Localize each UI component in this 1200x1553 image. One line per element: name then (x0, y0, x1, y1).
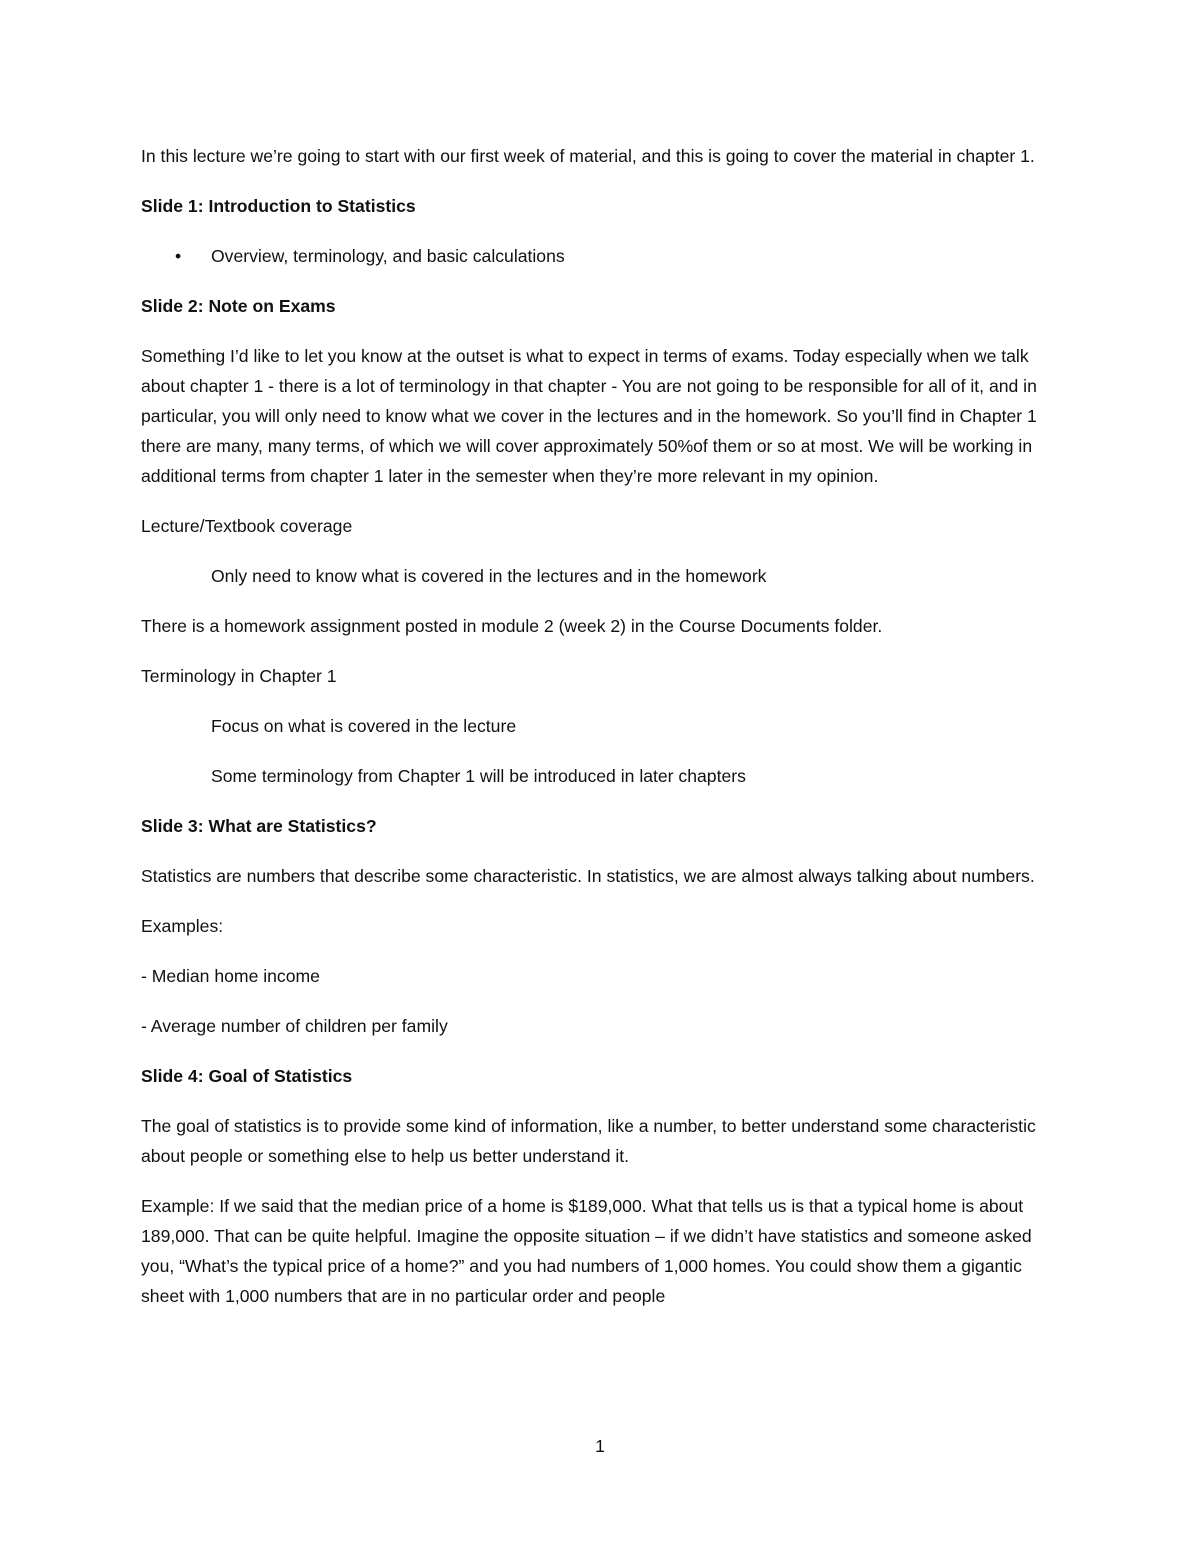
list-item-text: Overview, terminology, and basic calculations (211, 246, 565, 266)
example-item-1: - Median home income (141, 966, 320, 986)
bullet-icon: • (175, 246, 182, 266)
slide-4-heading: Slide 4: Goal of Statistics (141, 1066, 353, 1086)
homework-note: There is a homework assignment posted in module 2 (week 2) in the Course Documents folder. (141, 616, 883, 636)
goal-paragraph: The goal of statistics is to provide some kind of information, like a number, to better understand some characteristic about people or something else to help us better understand it. (141, 1116, 1036, 1166)
coverage-label: Lecture/Textbook coverage (141, 516, 353, 536)
page-body (141, 141, 1066, 1331)
example-item-2: - Average number of children per family (141, 1016, 448, 1036)
coverage-detail: Only need to know what is covered in the lectures and in the homework (211, 566, 767, 586)
slide-2-heading: Slide 2: Note on Exams (141, 296, 336, 316)
terminology-detail-2: Some terminology from Chapter 1 will be introduced in later chapters (211, 766, 746, 786)
exams-paragraph: Something I’d like to let you know at the outset is what to expect in terms of exams. Today especially when we talk about chapter 1 - there is a lot of terminology in that chapter - You are not going to be responsible for all of it, and in particular, you will only need to know what we cover in the lectures and in the homework. So you’ll find in Chapter 1 there are many, many terms, of which we will cover approximately 50%of them or so at most. We will be working in additional terms from chapter 1 later in the semester when they’re more relevant in my opinion. (141, 346, 1037, 486)
terminology-detail-1: Focus on what is covered in the lecture (211, 716, 517, 736)
slide-1-heading: Slide 1: Introduction to Statistics (141, 196, 416, 216)
statistics-definition: Statistics are numbers that describe some characteristic. In statistics, we are almost always talking about numbers. (141, 866, 1035, 886)
examples-label: Examples: (141, 916, 224, 936)
slide-3-heading: Slide 3: What are Statistics? (141, 816, 377, 836)
slide-1-bullet-list (141, 241, 1066, 271)
home-price-example: Example: If we said that the median price of a home is $189,000. What that tells us is that a typical home is about 189,000. That can be quite helpful. Imagine the opposite situation – if we didn’t have statistics and someone asked you, “What’s the typical price of a home?” and you had numbers of 1,000 homes. You could show them a gigantic sheet with 1,000 numbers that are in no particular order and people (141, 1196, 1032, 1306)
list-item (141, 241, 1066, 271)
terminology-label: Terminology in Chapter 1 (141, 666, 337, 686)
page-number: 1 (595, 1436, 605, 1456)
intro-paragraph: In this lecture we’re going to start with our first week of material, and this is going to cover the material in chapter 1. (141, 146, 1035, 166)
